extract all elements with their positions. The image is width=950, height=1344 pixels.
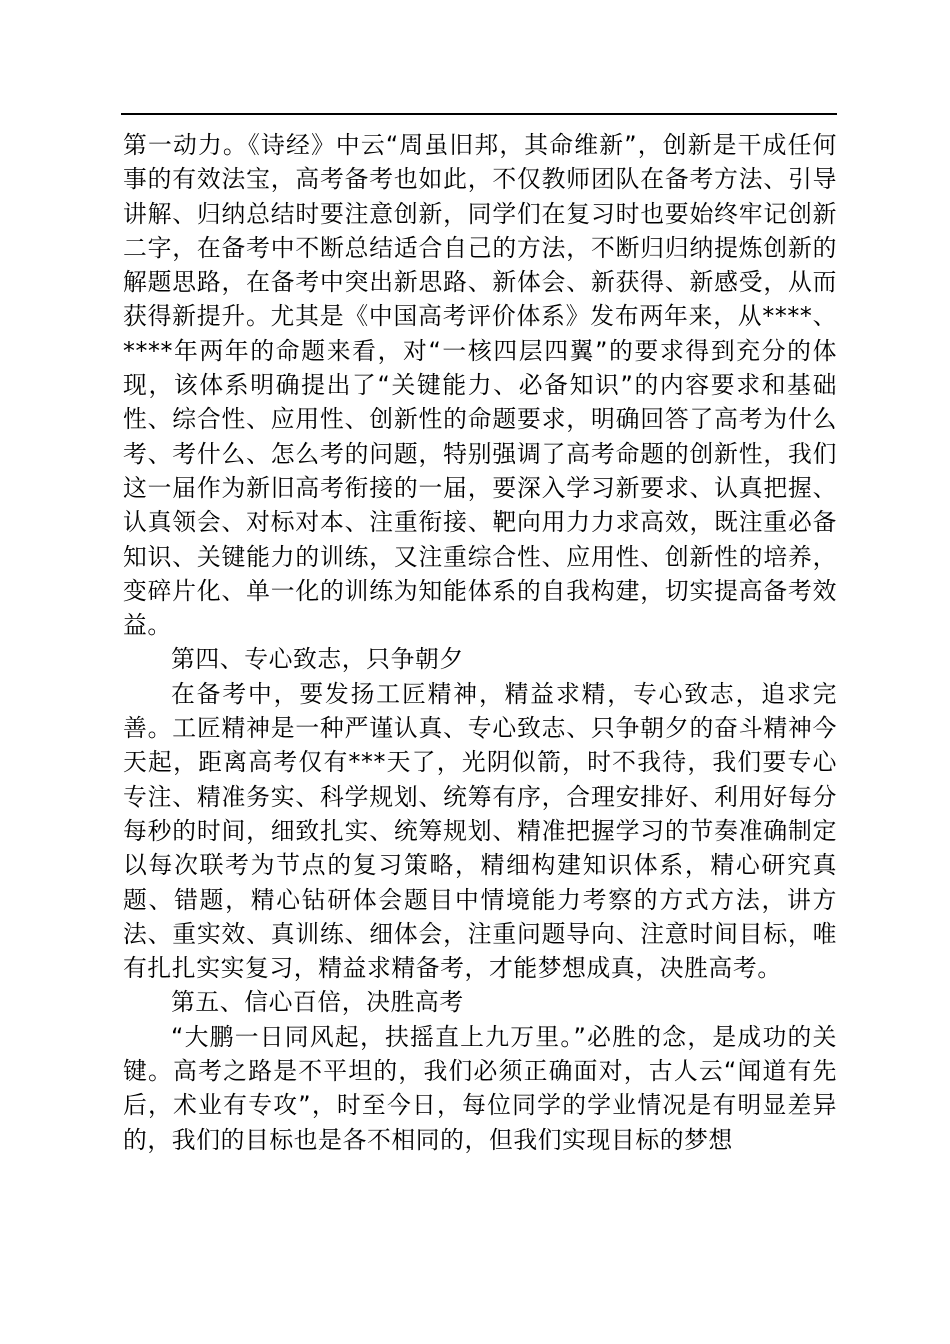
body-text xyxy=(123,128,837,1157)
section-heading-four: 第四、专心致志，只争朝夕 xyxy=(171,645,464,674)
paragraph-innovation: 第一动力。《诗经》中云“周虽旧邦，其命维新”，创新是干成任何事的有效法宝，高考备考也如此，不仅教师团队在备考方法、引导讲解、归纳总结时要注意创新，同学们在复习时也要始终牢记创新二字，在备考中不断总结适合自己的方法，不断归归纳提炼创新的解题思路，在备考中突出新思路、新体会、新获得、新感受，从而获得新提升。尤其是《中国高考评价体系》发布两年来，从****、****年两年的命题来看，对“一核四层四翼”的要求得到充分的体现，该体系明确提出了“关键能力、必备知识”的内容要求和基础性、综合性、应用性、创新性的命题要求，明确回答了高考为什么考、考什么、怎么考的问题，特别强调了高考命题的创新性，我们这一届作为新旧高考衔接的一届，要深入学习新要求、认真把握、认真领会、对标对本、注重衔接、靶向用力力求高效，既注重必备知识、关键能力的训练，又注重综合性、应用性、创新性的培养，变碎片化、单一化的训练为知能体系的自我构建，切实提高备考效益。 xyxy=(123,131,837,640)
paragraph-confidence: “大鹏一日同风起，扶摇直上九万里。”必胜的念，是成功的关键。高考之路是不平坦的，我们必须正确面对，古人云“闻道有先后，术业有专攻”，时至今日，每位同学的学业情况是有明显差异的，我们的目标也是各不相同的，但我们实现目标的梦想 xyxy=(123,1022,837,1154)
section-heading-five: 第五、信心百倍，决胜高考 xyxy=(171,988,464,1017)
paragraph-focus: 在备考中，要发扬工匠精神，精益求精，专心致志，追求完善。工匠精神是一种严谨认真、专心致志、只争朝夕的奋斗精神今天起，距离高考仅有***天了，光阴似箭，时不我待，我们要专心专注、精准务实、科学规划、统筹有序，合理安排好、利用好每分每秒的时间，细致扎实、统筹规划、精准把握学习的节奏准确制定以每次联考为节点的复习策略，精细构建知识体系，精心研究真题、错题，精心钻研体会题目中情境能力考察的方式方法，讲方法、重实效、真训练、细体会，注重问题导向、注意时间目标，唯有扎扎实实复习，精益求精备考，才能梦想成真，决胜高考。 xyxy=(123,679,837,983)
header-rule xyxy=(121,113,837,115)
